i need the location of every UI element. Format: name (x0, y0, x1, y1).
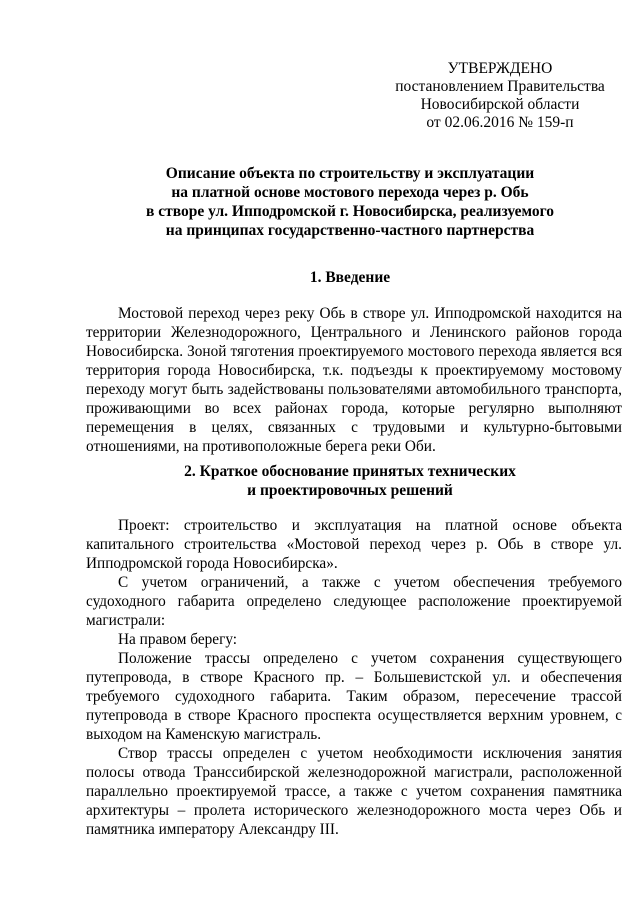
approval-line-approved: УТВЕРЖДЕНО (447, 60, 553, 77)
section-2-paragraph-constraints: С учетом ограничений, а также с учетом обеспечения требуемого судоходного габарита определено следующее расположение проектируемой магистрали: (86, 574, 622, 629)
section-2-paragraph-right-bank: На правом берегу: (118, 631, 238, 648)
section-1-heading (60, 268, 640, 287)
title-line: Описание объекта по строительству и эксплуатации (165, 165, 535, 182)
section-1-body (86, 304, 622, 456)
section-2-paragraph-project: Проект: строительство и эксплуатация на платной основе объекта капитального строительства «Мостовой переход через р. Обь в створе ул. Ипподромской города Новосибирска». (86, 517, 622, 572)
section-1-heading-text: 1. Введение (309, 269, 391, 286)
section-2-paragraph-route-position: Положение трассы определено с учетом сохранения существующего путепровода, в створе Красного пр. – Большевистской ул. и обеспечения требуемого судоходного габарита. Таким образом, пересечение трассой путепровода в створе Красного проспекта осуществляется верхним уровнем, с выходом на Каменскую магистраль. (86, 650, 622, 743)
section-2-heading-line: и проектировочных решений (247, 482, 453, 499)
section-2-paragraph-route-alignment: Створ трассы определен с учетом необходимости исключения занятия полосы отвода Транссибирской железнодорожной магистрали, расположенной параллельно проектируемой трассе, а также с учетом сохранения памятника архитектуры – пролета исторического железнодорожного моста через Обь и памятника императору Александру III. (86, 745, 622, 838)
approval-stamp (380, 60, 620, 132)
section-2-body (86, 516, 622, 839)
section-1-paragraph: Мостовой переход через реку Обь в створе ул. Ипподромской находится на территории Железнодорожного, Центрального и Ленинского районов города Новосибирска. Зоной тяготения проектируемого мостового перехода является вся территория города Новосибирска, т.к. подъезды к проектируемому мостовому переходу могут быть задействованы пользователями автомобильного транспорта, проживающими во всех районах города, которые регулярно выполняют перемещения в целях, связанных с трудовыми и культурно-бытовыми отношениями, на противоположные берега реки Оби. (86, 305, 622, 455)
title-line: на принципах государственно-частного партнерства (165, 222, 535, 239)
approval-line-date-number: от 02.06.2016 № 159-п (426, 114, 574, 131)
approval-line-region: Новосибирской области (420, 96, 580, 113)
section-2-heading-line: 2. Краткое обоснование принятых технических (184, 463, 516, 480)
section-2-heading (60, 462, 640, 500)
approval-line-decree: постановлением Правительства (395, 78, 605, 95)
title-line: на платной основе мостового перехода через р. Обь (171, 184, 529, 201)
document-title (60, 164, 640, 240)
title-line: в створе ул. Ипподромской г. Новосибирска, реализуемого (145, 203, 555, 220)
